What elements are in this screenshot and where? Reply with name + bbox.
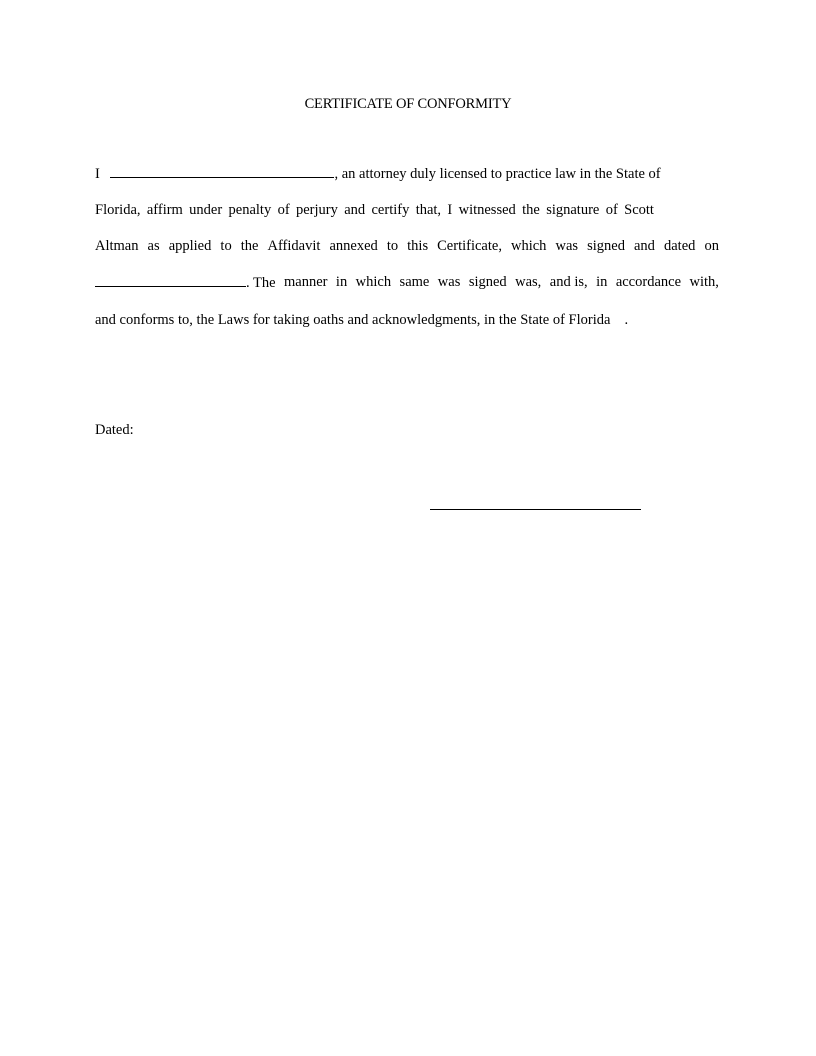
line-4-word: was [437, 274, 461, 290]
line-3-word: to [220, 238, 232, 254]
line-2-word: penalty [228, 202, 272, 218]
line-2-word: witnessed [458, 202, 516, 218]
line-4-word: manner [283, 274, 328, 290]
paragraph-line-2 [95, 201, 654, 219]
line-3-word: dated [663, 238, 696, 254]
signature-line [430, 509, 641, 510]
line-3-word: on [704, 238, 719, 254]
line-2-word: of [277, 202, 290, 218]
line-2-word: that, [415, 202, 442, 218]
line-2-word: Florida, [95, 202, 141, 218]
line-3-word: to [386, 238, 399, 254]
line-3-word: which [511, 238, 547, 254]
line-4-word: in [335, 274, 348, 290]
line-3-word: and [634, 238, 655, 254]
line-3-word: Affidavit [267, 238, 321, 254]
dated-label: Dated: [95, 422, 134, 438]
line-2-word: I [447, 202, 453, 218]
line-2-word: Scott [624, 202, 654, 218]
paragraph-line-5 [95, 311, 719, 329]
line-2-word: of [605, 202, 618, 218]
page-title: CERTIFICATE OF CONFORMITY [304, 96, 512, 112]
line-2-word: perjury [296, 202, 338, 218]
line-4-word: and is, [549, 274, 588, 290]
line-4-word: which [355, 274, 392, 290]
line-4-word: in [596, 274, 608, 290]
line-3-word: annexed [329, 238, 378, 254]
line-5-text: and conforms to, the Laws for taking oaths and acknowledgments, in the State of Florida [95, 312, 611, 328]
line-3-word: as [147, 238, 160, 254]
paragraph-line-3 [95, 237, 719, 255]
line-3-word: this [407, 238, 429, 254]
line-4-word: with, [689, 274, 719, 290]
line-4-word: . The [246, 275, 276, 291]
attorney-name-blank [110, 164, 334, 178]
line-1-start: I [95, 166, 100, 182]
line-1-rest: , an attorney duly licensed to practice law in the State of [334, 166, 661, 182]
line-2-word: affirm [146, 202, 183, 218]
line-4-word: accordance [615, 274, 682, 290]
date-blank [95, 273, 246, 287]
line-3-word: Altman [95, 238, 139, 254]
paragraph-line-4 [95, 273, 719, 292]
line-4-word: signed [468, 274, 507, 290]
paragraph-line-1 [95, 164, 719, 183]
line-4-word: same [399, 274, 430, 290]
line-4-start [95, 273, 276, 292]
line-5-end: . [624, 312, 629, 328]
line-2-word: signature [546, 202, 600, 218]
line-3-word: the [240, 238, 259, 254]
line-3-word: was [555, 238, 579, 254]
line-4-word: was, [515, 274, 542, 290]
line-2-word: under [189, 202, 223, 218]
line-3-word: Certificate, [437, 238, 502, 254]
line-3-word: applied [168, 238, 212, 254]
line-2-word: certify [371, 202, 410, 218]
line-2-word: and [344, 202, 366, 218]
line-2-word: the [522, 202, 540, 218]
line-3-word: signed [587, 238, 625, 254]
